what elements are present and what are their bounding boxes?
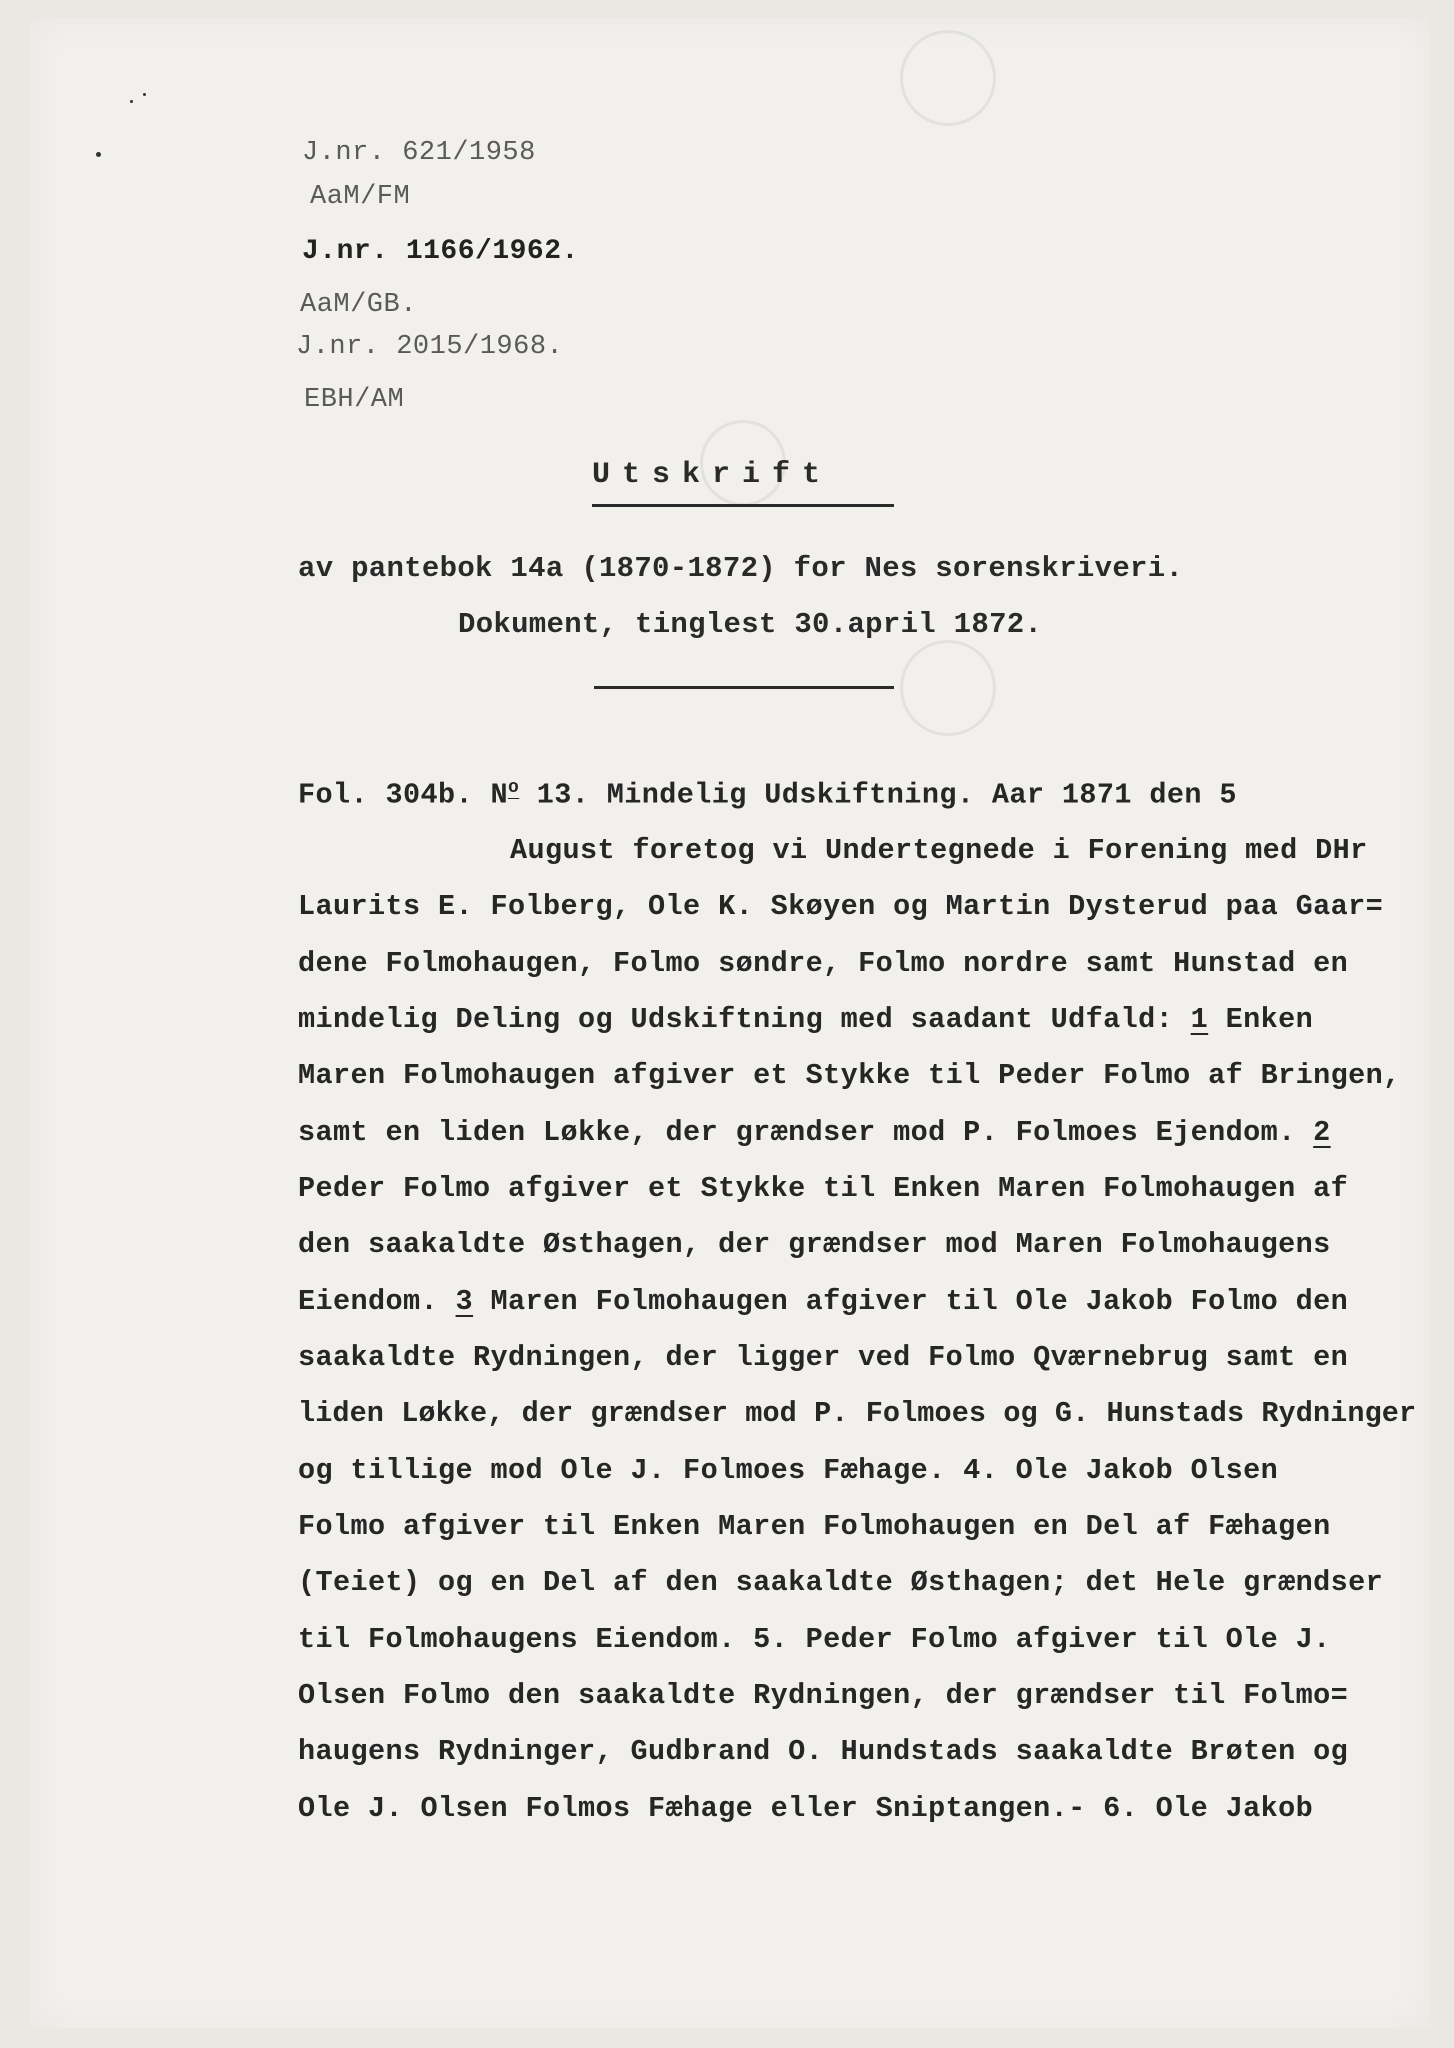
item-number: 3 <box>455 1285 474 1318</box>
margin-speck <box>143 93 146 96</box>
text-segment: (Teiet) og en Del af den saakaldte Østhagen; det Hele grændser <box>298 1566 1384 1599</box>
body-line <box>298 1059 1401 1092</box>
text-segment: Maren Folmohaugen afgiver et Stykke til Peder Folmo af Bringen, <box>298 1059 1401 1092</box>
item-number: 1 <box>1190 1003 1209 1036</box>
body-line <box>298 1003 1313 1036</box>
text-segment: 13. Mindelig Udskiftning. Aar 1871 den 5 <box>519 778 1237 812</box>
text-segment: dene Folmohaugen, Folmo søndre, Folmo nordre samt Hunstad en <box>298 947 1349 980</box>
text-segment: liden Løkke, der grændser mod P. Folmoes og G. Hunstads Rydninger <box>298 1397 1417 1430</box>
margin-speck <box>130 100 133 103</box>
title-underline <box>592 504 894 507</box>
body-line <box>298 1735 1348 1768</box>
body-line <box>298 890 1383 923</box>
text-segment: Folmo afgiver til Enken Maren Folmohaugen en Del af Fæhagen <box>298 1510 1331 1543</box>
body-line <box>298 1679 1348 1712</box>
reference-initials: AaM/GB. <box>300 290 417 320</box>
text-segment: Laurits E. Folberg, Ole K. Skøyen og Martin Dysterud paa Gaar= <box>298 890 1384 923</box>
body-line <box>298 1510 1331 1543</box>
text-segment: Peder Folmo afgiver et Stykke til Enken Maren Folmohaugen af <box>298 1172 1349 1205</box>
body-line <box>298 1172 1348 1205</box>
margin-speck <box>96 152 101 157</box>
text-segment: August foretog vi Undertegnede i Forening med DHr <box>510 834 1368 867</box>
reference-initials: AaM/FM <box>310 182 411 212</box>
text-segment: til Folmohaugens Eiendom. 5. Peder Folmo afgiver til Ole J. <box>298 1623 1331 1656</box>
numero-superscript: o <box>508 778 520 798</box>
body-line <box>298 1285 1348 1318</box>
text-segment: haugens Rydninger, Gudbrand O. Hundstads saakaldte Brøten og <box>298 1735 1349 1768</box>
text-segment: samt en liden Løkke, der grændser mod P. Folmoes Ejendom. <box>298 1116 1314 1149</box>
text-segment: Enken <box>1208 1003 1314 1036</box>
body-line <box>298 1341 1348 1374</box>
show-through-seal <box>900 30 996 126</box>
body-line <box>298 1792 1313 1825</box>
text-segment: den saakaldte Østhagen, der grændser mod Maren Folmohaugens <box>298 1228 1331 1261</box>
body-line <box>298 1454 1278 1487</box>
body-line <box>298 1397 1416 1430</box>
text-segment: Ole J. Olsen Folmos Fæhage eller Sniptangen.- 6. Ole Jakob <box>298 1792 1314 1825</box>
body-line <box>298 1623 1331 1656</box>
text-segment: mindelig Deling og Udskiftning med saadant Udfald: <box>298 1003 1191 1036</box>
text-segment: Eiendom. <box>298 1285 456 1318</box>
reference-initials: EBH/AM <box>304 385 405 415</box>
body-line <box>298 1228 1331 1261</box>
document-title: Utskrift <box>592 458 833 492</box>
text-segment: Maren Folmohaugen afgiver til Ole Jakob Folmo den <box>473 1285 1349 1318</box>
body-line <box>298 1116 1331 1149</box>
reference-number: J.nr. 621/1958 <box>302 138 536 168</box>
registration-line: Dokument, tinglest 30.april 1872. <box>458 608 1043 641</box>
body-line <box>298 1566 1383 1599</box>
section-divider <box>594 686 894 689</box>
text-segment: Olsen Folmo den saakaldte Rydningen, der grændser til Folmo= <box>298 1679 1349 1712</box>
text-segment: saakaldte Rydningen, der ligger ved Folmo Qværnebrug samt en <box>298 1341 1349 1374</box>
body-line <box>298 947 1348 980</box>
show-through-seal <box>900 640 996 736</box>
body-line <box>298 778 1237 812</box>
reference-number: J.nr. 1166/1962. <box>302 236 579 267</box>
reference-number: J.nr. 2015/1968. <box>296 332 564 362</box>
text-segment: Fol. 304b. N <box>298 778 509 812</box>
body-line <box>510 834 1368 867</box>
item-number: 2 <box>1313 1116 1331 1149</box>
source-line: av pantebok 14a (1870-1872) for Nes sorenskriveri. <box>298 552 1184 585</box>
text-segment: og tillige mod Ole J. Folmoes Fæhage. 4. Ole Jakob Olsen <box>298 1454 1279 1487</box>
